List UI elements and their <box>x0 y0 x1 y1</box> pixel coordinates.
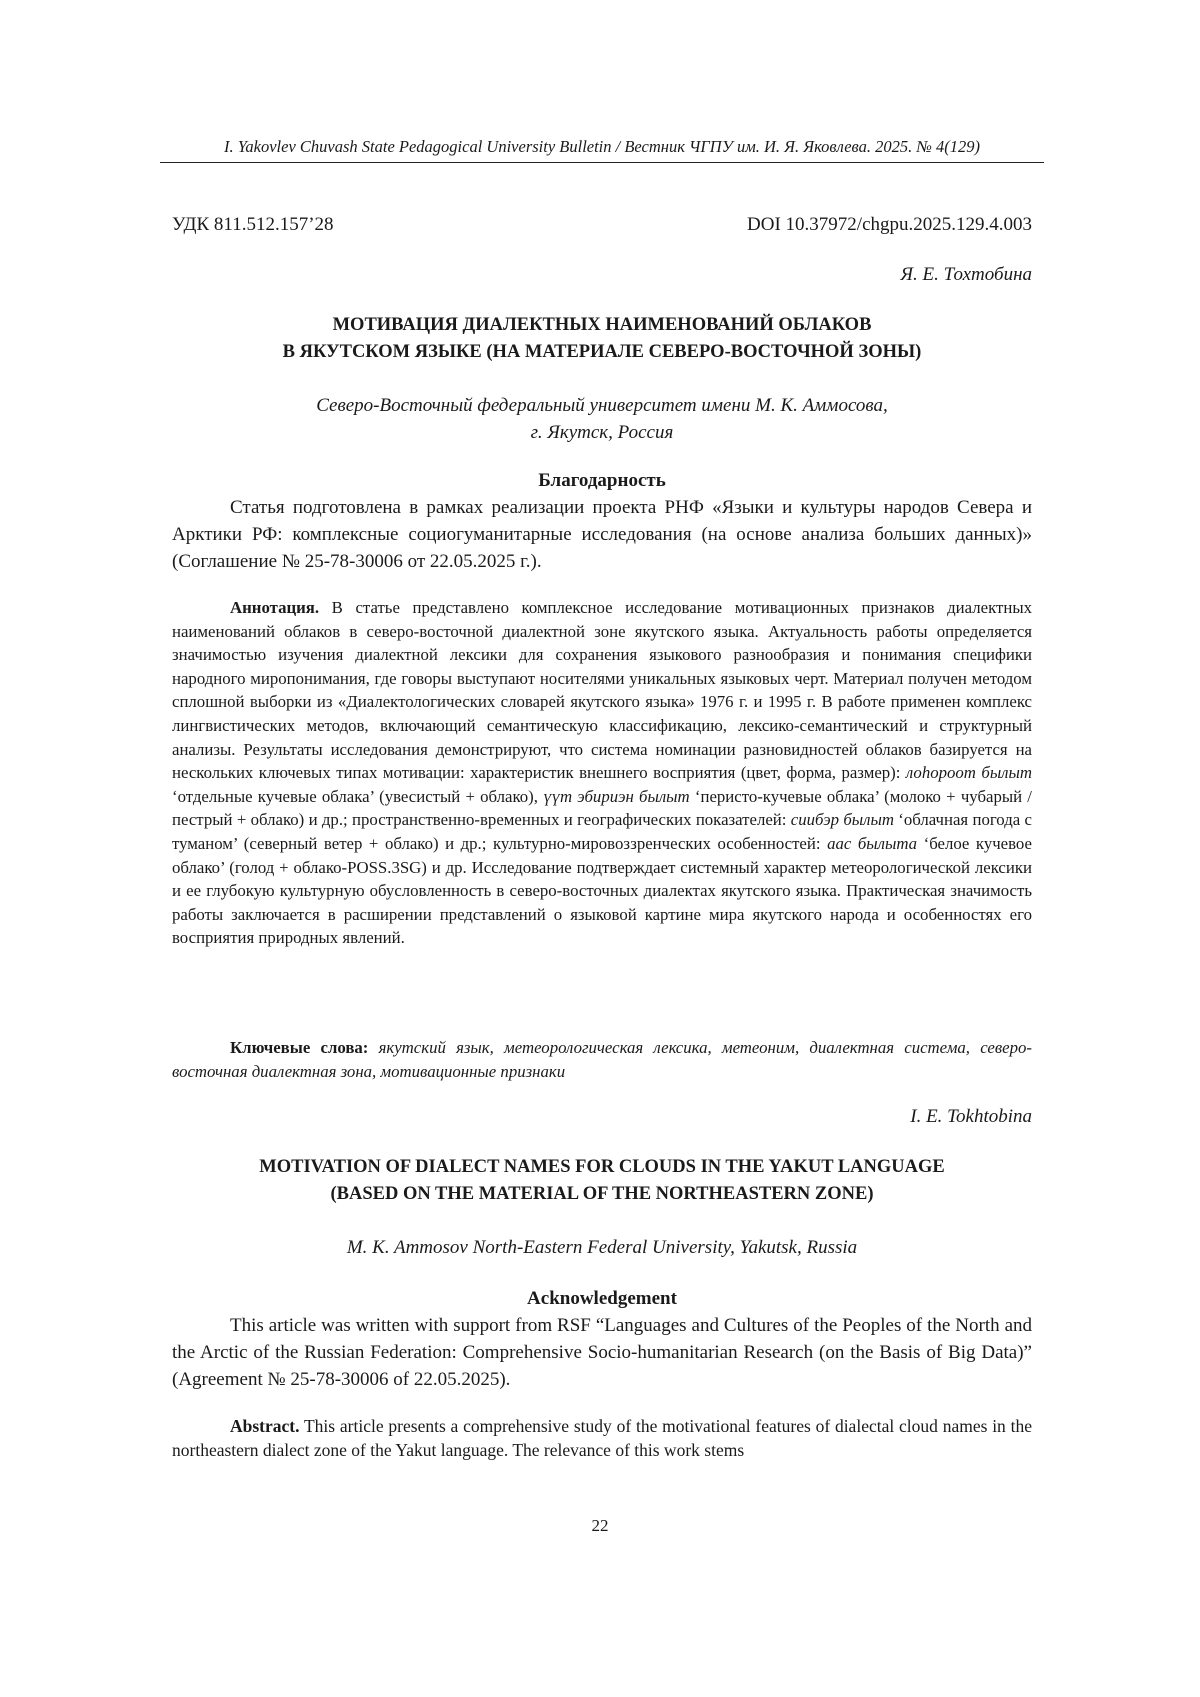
title-ru-line1: МОТИВАЦИЯ ДИАЛЕКТНЫХ НАИМЕНОВАНИЙ ОБЛАКОВ <box>332 315 872 335</box>
doi: DOI 10.37972/chgpu.2025.129.4.003 <box>747 214 1032 235</box>
acknowledgement-heading-ru: Благодарность <box>538 470 666 491</box>
abstract-en-label: Abstract. <box>230 1416 300 1436</box>
udc-code: УДК 811.512.157’28 <box>172 214 334 235</box>
acknowledgement-text-ru: Статья подготовлена в рамках реализации проекта РНФ «Языки и культуры народов Севера и Арктики РФ: комплексные социогуманитарные исследования (на основе анализа больших данных)» (Соглашение № 25-78-30006 от 22.05.2025 г.). <box>172 497 1032 572</box>
title-en <box>172 1154 1032 1208</box>
acknowledgement-text-en: This article was written with support from RSF “Languages and Cultures of the Peoples of the North and the Arctic of the Russian Federation: Comprehensive Socio-humanitarian Research (on the Basis of Big Data)” (Agreement № 25-78-30006 of 22.05.2025). <box>172 1315 1032 1390</box>
author-ru: Я. Е. Тохтобина <box>900 264 1032 285</box>
affiliation-en: M. K. Ammosov North-Eastern Federal University, Yakutsk, Russia <box>346 1237 858 1258</box>
abstract-ru-term2: үүт эбириэн былыт <box>543 786 690 806</box>
affiliation-ru <box>172 392 1032 446</box>
title-en-line2: (BASED ON THE MATERIAL OF THE NORTHEASTERN ZONE) <box>330 1184 874 1204</box>
affiliation-ru-line2: г. Якутск, Россия <box>530 422 674 443</box>
keywords-ru <box>172 1036 1032 1083</box>
abstract-ru-label: Аннотация. <box>230 598 320 617</box>
running-header: I. Yakovlev Chuvash State Pedagogical University Bulletin / Вестник ЧГПУ им. И. Я. Яковлева. 2025. № 4(129) <box>160 136 1044 163</box>
abstract-ru-term4: аас былыта <box>827 833 918 853</box>
keywords-ru-list: якутский язык, метеорологическая лексика, метеоним, диалектная система, северо-восточная диалектная зона, мотивационные признаки <box>172 1038 1032 1081</box>
abstract-en-text: This article presents a comprehensive study of the motivational features of dialectal cloud names in the northeastern dialect zone of the Yakut language. The relevance of this work stems <box>172 1416 1032 1460</box>
abstract-ru-part4: ‘облачная погода с туманом’ (северный ветер + облако) и др.; культурно-мировоззренческих особенностей: <box>172 810 1032 853</box>
abstract-ru-part1: В статье представлено комплексное исследование мотивационных признаков диалектных наименований облаков в северо-восточной диалектной зоне якутского языка. Актуальность работы определяется значимостью изучения диалектной лексики для сохранения языкового разнообразия и понимания специфики народного миропонимания, где говоры выступают носителями уникальных языковых черт. Материал получен методом сплошной выборки из «Диалектологических словарей якутского языка» 1976 г. и 1995 г. В работе применен комплекс лингвистических методов, включающий семантическую классификацию, лексико-семантический и структурный анализы. Результаты исследования демонстрируют, что система номинации разновидностей облаков базируется на нескольких ключевых типах мотивации: характеристик внешнего восприятия (цвет, форма, размер): <box>172 598 1032 783</box>
affiliation-ru-line1: Северо-Восточный федеральный университет имени М. К. Аммосова, <box>316 395 888 416</box>
abstract-ru-part3: ‘перисто-кучевые облака’ (молоко + чубарый / пестрый + облако) и др.; пространственно-временных и географических показателей: <box>172 786 1032 830</box>
abstract-ru-part5: ‘белое кучевое облако’ (голод + облако-POSS.3SG) и др. Исследование подтверждает системный характер метеорологической лексики и ее глубокую культурную обусловленность в северо-восточных диалектах якутского языка. Практическая значимость работы заключается в расширении представлений о языковой картине мира якутского народа и особенностях его восприятия природных явлений. <box>172 833 1032 948</box>
abstract-en <box>172 1414 1032 1462</box>
abstract-ru-term1: лоһороот былыт <box>905 763 1032 783</box>
acknowledgement-heading-en: Acknowledgement <box>527 1288 677 1309</box>
page-number: 22 <box>591 1516 609 1535</box>
keywords-ru-label: Ключевые слова: <box>230 1038 369 1057</box>
abstract-ru-term3: сиибэр былыт <box>790 810 894 830</box>
title-en-line1: MOTIVATION OF DIALECT NAMES FOR CLOUDS IN THE YAKUT LANGUAGE <box>259 1157 945 1177</box>
abstract-ru <box>172 596 1032 950</box>
abstract-ru-part2: ‘отдельные кучевые облака’ (увесистый + облако), <box>172 786 544 806</box>
article-meta <box>172 212 1032 238</box>
title-ru-line2: В ЯКУТСКОМ ЯЗЫКЕ (НА МАТЕРИАЛЕ СЕВЕРО-ВОСТОЧНОЙ ЗОНЫ) <box>282 342 922 362</box>
title-ru <box>172 312 1032 366</box>
author-en: I. E. Tokhtobina <box>910 1106 1032 1127</box>
